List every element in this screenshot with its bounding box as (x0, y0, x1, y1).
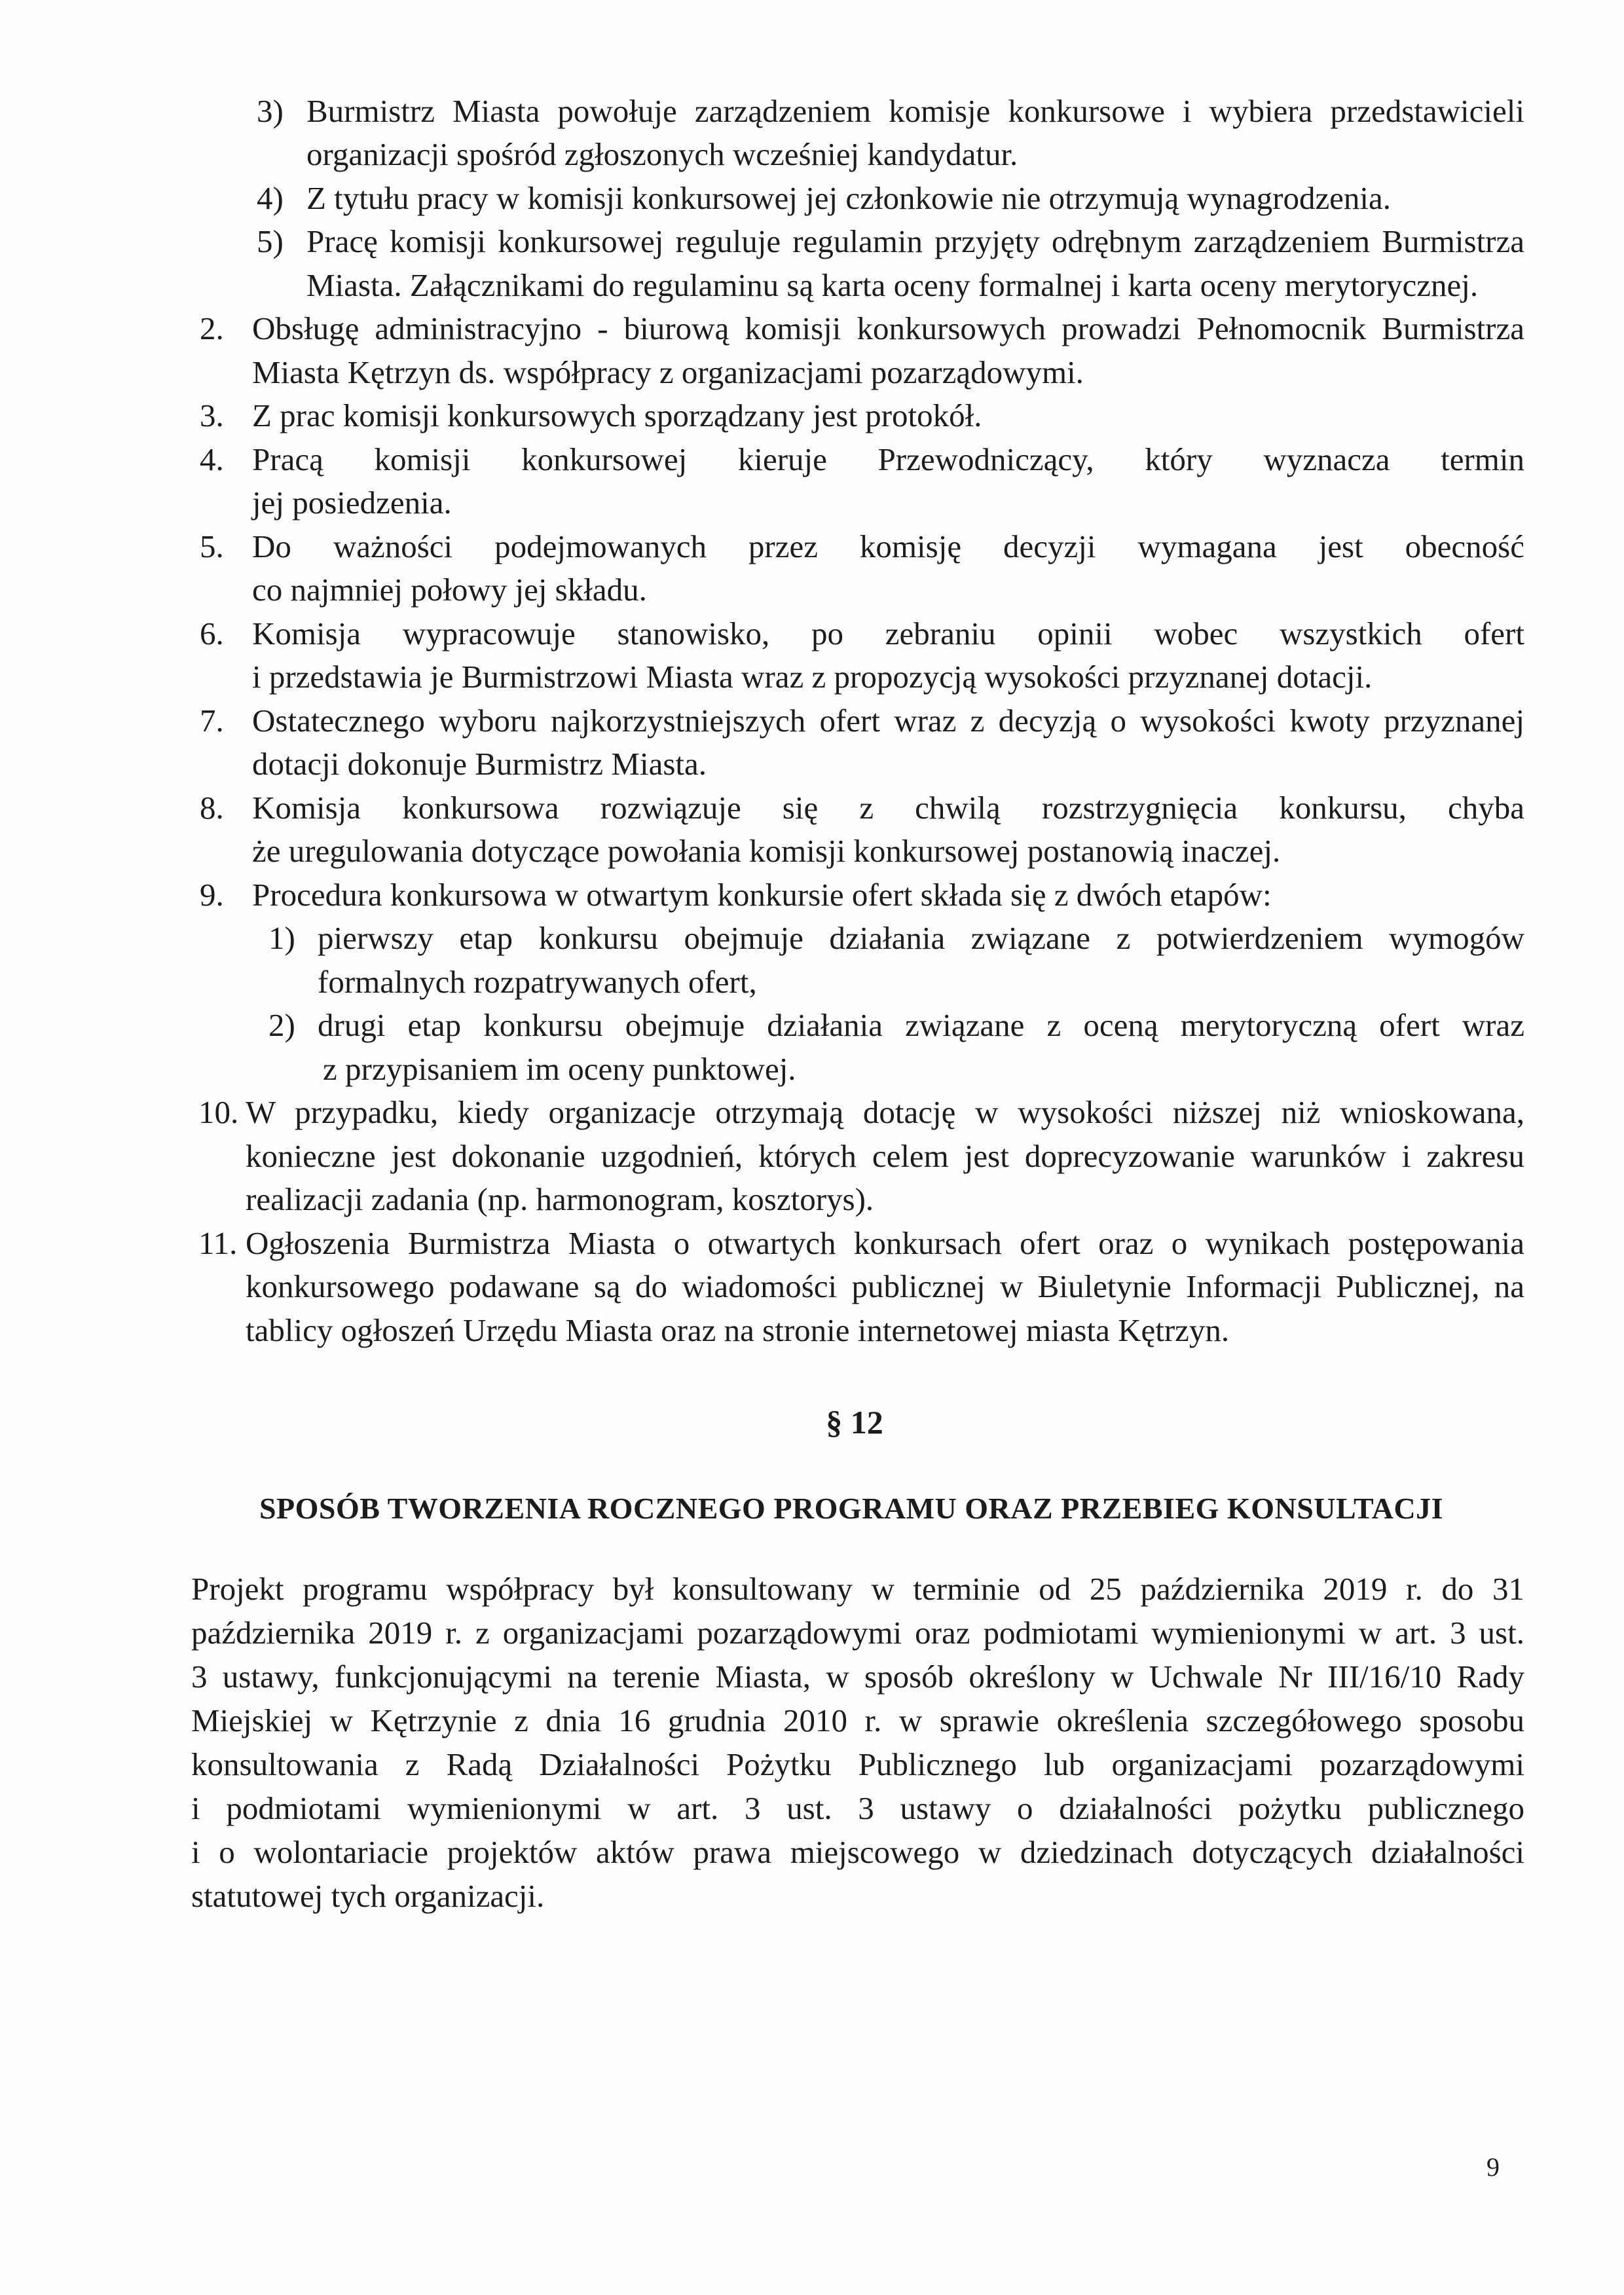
paragraph-line: statutowej tych organizacji. (191, 1878, 545, 1914)
item-line: W przypadku, kiedy organizacje otrzymają dotację w wysokości niższej niż wnioskowana, (246, 1094, 1524, 1130)
item-line: Miasta Kętrzyn ds. współpracy z organizacjami pozarządowymi. (252, 354, 1084, 390)
subitem-line: organizacji spośród zgłoszonych wcześniej kandydatur. (306, 136, 1018, 172)
item-line: dotacji dokonuje Burmistrz Miasta. (252, 746, 707, 782)
subitem-line: formalnych rozpatrywanych ofert, (318, 964, 757, 1000)
item-marker: 11. (198, 1225, 238, 1261)
subitem-marker: 4) (257, 180, 284, 216)
paragraph-line: października 2019 r. z organizacjami pozarządowymi oraz podmiotami wymienionymi w art. 3 ust. (191, 1615, 1524, 1651)
item-marker: 5. (200, 528, 224, 564)
subitem-line: pierwszy etap konkursu obejmuje działania związane z potwierdzeniem wymogów (318, 920, 1524, 956)
item-marker: 6. (200, 615, 224, 652)
item-line: Komisja wypracowuje stanowisko, po zebraniu opinii wobec wszystkich ofert (252, 615, 1524, 652)
subitem-marker: 5) (257, 223, 284, 259)
item-line: Ostatecznego wyboru najkorzystniejszych ofert wraz z decyzją o wysokości kwoty przyznanej (252, 703, 1524, 739)
section-title: SPOSÓB TWORZENIA ROCZNEGO PROGRAMU ORAZ PRZEBIEG KONSULTACJI (259, 1492, 1444, 1525)
item-line: jej posiedzenia. (252, 485, 452, 521)
subitem-line: Burmistrz Miasta powołuje zarządzeniem komisje konkursowe i wybiera przedstawicieli (306, 93, 1524, 129)
item-line: Do ważności podejmowanych przez komisję decyzji wymagana jest obecność (252, 528, 1524, 564)
subitem-line: drugi etap konkursu obejmuje działania związane z oceną merytoryczną ofert wraz (318, 1007, 1524, 1043)
subitem-line: Z tytułu pracy w komisji konkursowej jej członkowie nie otrzymują wynagrodzenia. (306, 180, 1392, 216)
item-marker: 4. (200, 441, 224, 477)
section-number: § 12 (826, 1404, 883, 1441)
paragraph-line: Projekt programu współpracy był konsultowany w terminie od 25 października 2019 r. do 31 (191, 1571, 1524, 1607)
item-line: i przedstawia je Burmistrzowi Miasta wraz z propozycją wysokości przyznanej dotacji. (252, 659, 1373, 695)
item-line: tablicy ogłoszeń Urzędu Miasta oraz na stronie internetowej miasta Kętrzyn. (246, 1312, 1230, 1348)
subitem-line: Pracę komisji konkursowej reguluje regulamin przyjęty odrębnym zarządzeniem Burmistrza (306, 223, 1524, 259)
item-marker: 7. (200, 703, 224, 739)
subitem-marker: 2) (268, 1007, 295, 1043)
subitem-line: z przypisaniem im oceny punktowej. (323, 1051, 796, 1087)
item-marker: 8. (200, 790, 224, 826)
subitem-marker: 1) (268, 920, 295, 956)
item-line: Pracą komisji konkursowej kieruje Przewodniczący, który wyznacza termin (252, 441, 1524, 477)
item-line: realizacji zadania (np. harmonogram, kosztorys). (246, 1181, 874, 1217)
item-line: Obsługę administracyjno - biurową komisji konkursowych prowadzi Pełnomocnik Burmistrza (252, 310, 1524, 346)
item-line: że uregulowania dotyczące powołania komisji konkursowej postanowią inaczej. (252, 833, 1281, 869)
paragraph-line: konsultowania z Radą Działalności Pożytku Publicznego lub organizacjami pozarządowymi (191, 1746, 1524, 1782)
item-line: Komisja konkursowa rozwiązuje się z chwilą rozstrzygnięcia konkursu, chyba (252, 790, 1524, 826)
paragraph-line: i o wolontariacie projektów aktów prawa miejscowego w dziedzinach dotyczących działalności (191, 1834, 1524, 1870)
item-line: konkursowego podawane są do wiadomości publicznej w Biuletynie Informacji Publicznej, na (246, 1268, 1524, 1304)
item-marker: 10. (198, 1094, 239, 1130)
item-line: Procedura konkursowa w otwartym konkursie ofert składa się z dwóch etapów: (252, 877, 1272, 913)
subitem-marker: 3) (257, 93, 284, 129)
item-line: co najmniej połowy jej składu. (252, 572, 647, 608)
paragraph-line: 3 ustawy, funkcjonującymi na terenie Miasta, w sposób określony w Uchwale Nr III/16/10 Rady (191, 1659, 1524, 1695)
page-number: 9 (1486, 2152, 1500, 2182)
item-marker: 2. (200, 310, 224, 346)
paragraph-line: Miejskiej w Kętrzynie z dnia 16 grudnia 2010 r. w sprawie określenia szczegółowego sposobu (191, 1702, 1524, 1738)
item-line: konieczne jest dokonanie uzgodnień, których celem jest doprecyzowanie warunków i zakresu (246, 1138, 1524, 1174)
item-line: Z prac komisji konkursowych sporządzany jest protokół. (252, 397, 982, 433)
paragraph-line: i podmiotami wymienionymi w art. 3 ust. 3 ustawy o działalności pożytku publicznego (191, 1790, 1524, 1826)
item-marker: 3. (200, 397, 224, 433)
subitem-line: Miasta. Załącznikami do regulaminu są karta oceny formalnej i karta oceny merytorycznej. (306, 267, 1479, 303)
item-marker: 9. (200, 877, 224, 913)
item-line: Ogłoszenia Burmistrza Miasta o otwartych konkursach ofert oraz o wynikach postępowania (246, 1225, 1524, 1261)
